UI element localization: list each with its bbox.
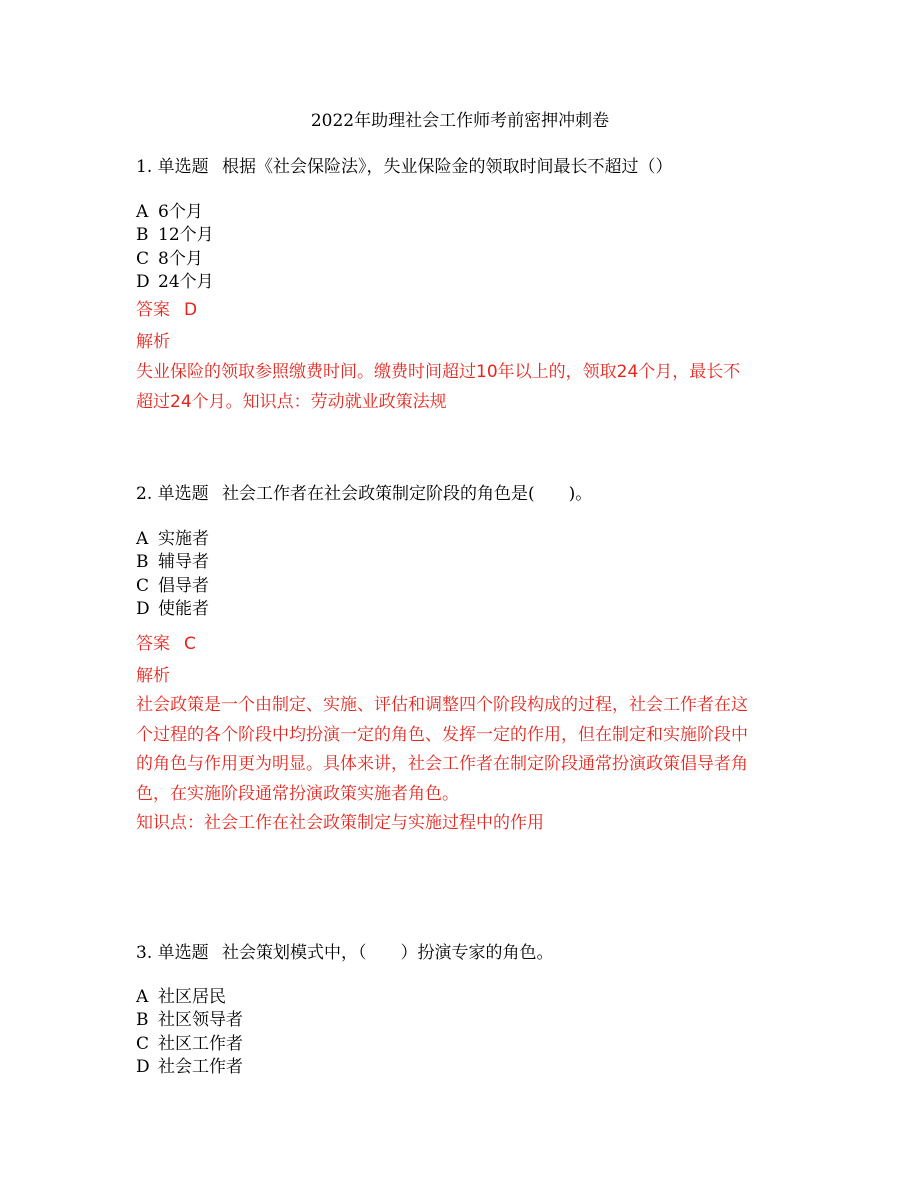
question-type: 单选题 (157, 943, 209, 963)
option-letter: B (136, 1010, 149, 1031)
question-type: 单选题 (157, 157, 209, 177)
question-1-answer (136, 298, 197, 322)
question-3-stem (136, 941, 816, 965)
analysis-line: 社会政策是一个由制定、实施、评估和调整四个阶段构成的过程，社会工作者在这 (136, 695, 748, 715)
analysis-line: 色，在实施阶段通常扮演政策实施者角色。 (136, 783, 459, 804)
option-d (136, 271, 736, 294)
question-type: 单选题 (157, 484, 209, 504)
analysis-line: 的角色与作用更为明显。具体来讲，社会工作者在制定阶段通常扮演政策倡导者角 (136, 754, 748, 774)
option-letter: D (136, 1057, 150, 1078)
option-text: 社区工作者 (158, 1033, 243, 1054)
option-letter: A (136, 987, 149, 1007)
analysis-line: 超过24个月。知识点：劳动就业政策法规 (136, 391, 447, 412)
option-text: 6个月 (158, 202, 203, 222)
option-letter: D (136, 272, 150, 293)
question-2-analysis-label: 解析 (136, 666, 170, 686)
analysis-line: 失业保险的领取参照缴费时间。缴费时间超过10年以上的，领取24个月，最长不 (136, 362, 741, 382)
question-number: 3. (136, 943, 153, 963)
option-letter: C (136, 248, 150, 269)
answer-label: 答案 (136, 634, 170, 654)
option-b (136, 1009, 736, 1032)
answer-value: D (184, 300, 198, 320)
option-text: 实施者 (158, 529, 209, 549)
answer-value: C (184, 634, 196, 654)
option-b (136, 224, 736, 247)
answer-label: 答案 (136, 300, 170, 320)
question-number: 1. (136, 157, 153, 177)
option-b (136, 551, 736, 574)
option-c (136, 248, 736, 271)
option-letter: A (136, 202, 149, 222)
question-text: 社会工作者在社会政策制定阶段的角色是( )。 (222, 484, 593, 504)
option-text: 社区领导者 (158, 1010, 243, 1031)
option-a (136, 986, 736, 1009)
analysis-line: 知识点：社会工作在社会政策制定与实施过程中的作用 (136, 813, 544, 833)
option-text: 辅导者 (158, 552, 209, 573)
option-letter: B (136, 225, 149, 246)
option-letter: D (136, 599, 150, 620)
option-letter: B (136, 552, 149, 573)
analysis-line: 个过程的各个阶段中均扮演一定的角色、发挥一定的作用，但在制定和实施阶段中 (136, 724, 748, 745)
question-1-options (136, 201, 736, 295)
question-1-stem (136, 155, 816, 179)
question-2-options (136, 528, 736, 622)
option-c (136, 1033, 736, 1056)
question-1-analysis-label: 解析 (136, 332, 170, 352)
option-a (136, 201, 736, 224)
option-text: 24个月 (158, 272, 214, 293)
option-text: 8个月 (158, 248, 203, 269)
document-title: 2022年助理社会工作师考前密押冲刺卷 (310, 111, 610, 131)
option-letter: A (136, 529, 149, 549)
option-text: 社区居民 (158, 987, 226, 1007)
option-text: 使能者 (158, 599, 209, 620)
option-d (136, 1056, 736, 1079)
option-letter: C (136, 1033, 150, 1054)
option-text: 12个月 (158, 225, 214, 246)
option-a (136, 528, 736, 551)
question-1-analysis (136, 358, 786, 417)
option-letter: C (136, 575, 150, 596)
option-d (136, 598, 736, 621)
question-2-answer (136, 632, 196, 656)
option-text: 倡导者 (158, 575, 209, 596)
question-text: 根据《社会保险法》，失业保险金的领取时间最长不超过（） (222, 157, 673, 177)
question-text: 社会策划模式中，（ ）扮演专家的角色。 (222, 943, 554, 963)
option-c (136, 575, 736, 598)
question-number: 2. (136, 484, 153, 504)
option-text: 社会工作者 (158, 1057, 243, 1078)
question-3-options (136, 986, 736, 1080)
question-2-analysis (136, 691, 786, 839)
question-2-stem (136, 482, 816, 506)
